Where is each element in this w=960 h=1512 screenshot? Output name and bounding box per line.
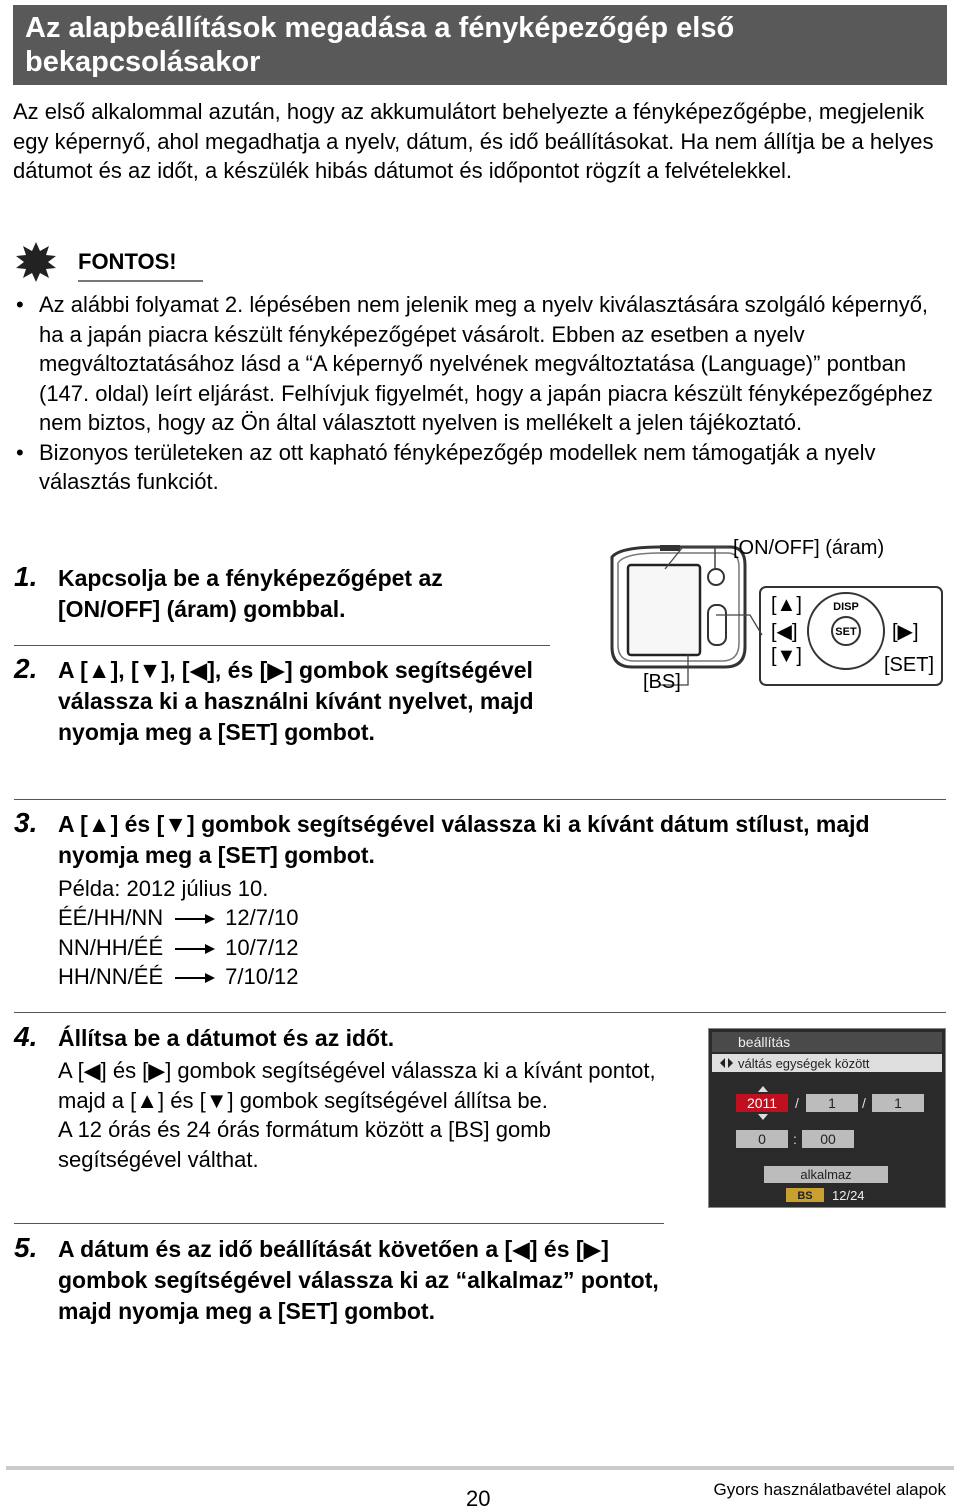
intro-text: Az első alkalommal azután, hogy az akkumulátort behelyezte a fényképezőgépbe, megjelenik egy képernyő, ahol megadhatja a nyelv, dátum, és idő beállításokat. Ha nem állítja be a helyes dátumot és az időt, a készülék hibás dátumot és időpontot rögzít a felvételekkel. xyxy=(13,99,934,183)
screen-minute: 00 xyxy=(820,1131,836,1147)
time-separator: : xyxy=(793,1131,797,1147)
screen-month: 1 xyxy=(828,1095,836,1111)
date-setting-screen xyxy=(708,1028,946,1208)
arrow-right-icon xyxy=(175,972,215,984)
screen-title: beállítás xyxy=(738,1034,791,1050)
bs-button-label: [BS] xyxy=(643,671,681,693)
step-4-body: A [◀] és [▶] gombok segítségével válassza ki a kívánt pontot, majd a [▲] és [▼] gombok segítségével állítsa be. A 12 órás és 24 órás formátum között a [BS] gomb segítségével válthat. xyxy=(58,1058,656,1172)
set-button-label: SET xyxy=(835,626,857,638)
date-separator: / xyxy=(862,1095,866,1111)
bullet-item: • Bizonyos területeken az ott kapható fényképezőgép modellek nem támogatják a nyelv választás funkciót. xyxy=(16,439,876,494)
date-format-row: NN/HH/ÉÉ 10/7/12 xyxy=(58,935,299,960)
step-3-number: 3. xyxy=(14,807,38,838)
screen-hour: 0 xyxy=(758,1131,766,1147)
step-4-number: 4. xyxy=(14,1021,38,1052)
footer-rule xyxy=(6,1466,954,1470)
disp-button-label: DISP xyxy=(833,601,859,613)
step-divider xyxy=(14,645,550,646)
date-format-row: HH/NN/ÉÉ 7/10/12 xyxy=(58,964,299,989)
step-1-number: 1. xyxy=(14,561,38,592)
date-format-row: ÉÉ/HH/NN 12/7/10 xyxy=(58,905,299,930)
important-underline xyxy=(78,280,203,282)
step-divider xyxy=(14,1012,946,1013)
step-2-number: 2. xyxy=(14,653,38,684)
screen-bs-badge: BS xyxy=(797,1190,813,1202)
right-button-label: [▶] xyxy=(892,621,919,643)
step-1-title: Kapcsolja be a fényképezőgépet az [ON/OFF] (áram) gombbal. xyxy=(58,565,443,622)
arrow-right-icon xyxy=(175,943,215,955)
step-3-example: Példa: 2012 július 10. xyxy=(58,876,269,901)
left-button-label: [◀] xyxy=(771,621,798,643)
important-label: FONTOS! xyxy=(78,249,177,274)
page-number: 20 xyxy=(466,1486,491,1511)
down-button-label: [▼] xyxy=(771,645,802,667)
page-title: Az alapbeállítások megadása a fényképezőgép első bekapcsolásakor xyxy=(13,5,947,85)
set-key-label: [SET] xyxy=(884,654,935,676)
step-5-number: 5. xyxy=(14,1232,38,1263)
screen-nav-hint: váltás egységek között xyxy=(738,1056,870,1071)
step-3-title: A [▲] és [▼] gombok segítségével válassza ki a kívánt dátum stílust, majd nyomja meg a [SET] gombot. xyxy=(58,811,870,868)
screen-day: 1 xyxy=(894,1095,902,1111)
footer-section-title: Gyors használatbavétel alapok xyxy=(713,1480,946,1499)
step-divider xyxy=(14,1223,664,1224)
arrow-right-icon xyxy=(175,913,215,925)
important-bullets xyxy=(14,290,944,497)
up-button-label: [▲] xyxy=(771,594,802,616)
step-2-title: A [▲], [▼], [◀], és [▶] gombok segítségével válassza ki a használni kívánt nyelvet, majd nyomja meg a [SET] gombot. xyxy=(58,657,534,745)
on-off-label: [ON/OFF] (áram) xyxy=(733,537,885,559)
date-separator: / xyxy=(795,1095,799,1111)
screen-apply-button: alkalmaz xyxy=(800,1167,852,1182)
bullet-item: • Az alábbi folyamat 2. lépésében nem jelenik meg a nyelv kiválasztására szolgáló képernyő, ha a japán piacra készült fényképezőgépet vásárolt. Ebben az esetben a nyelv megváltoztatásához lásd a “A képernyő nyelvének megváltoztatása (Language)” pontban (147. oldal) leírt eljárást. Felhívjuk figyelmét, hogy a japán piacra készült fényképezőgéphez nem biztos, hogy az Ön által választott nyelven is mellékelt a jelen tájékoztató. xyxy=(16,292,933,435)
screen-year: 2011 xyxy=(746,1095,778,1111)
screen-format-toggle: 12/24 xyxy=(832,1188,865,1203)
step-5-title: A dátum és az idő beállítását követően a [◀] és [▶] gombok segítségével válassza ki az “alkalmaz” pontot, majd nyomja meg a [SET] gombot. xyxy=(58,1236,659,1324)
step-4-title: Állítsa be a dátumot és az időt. xyxy=(58,1025,395,1051)
step-divider xyxy=(14,799,946,800)
